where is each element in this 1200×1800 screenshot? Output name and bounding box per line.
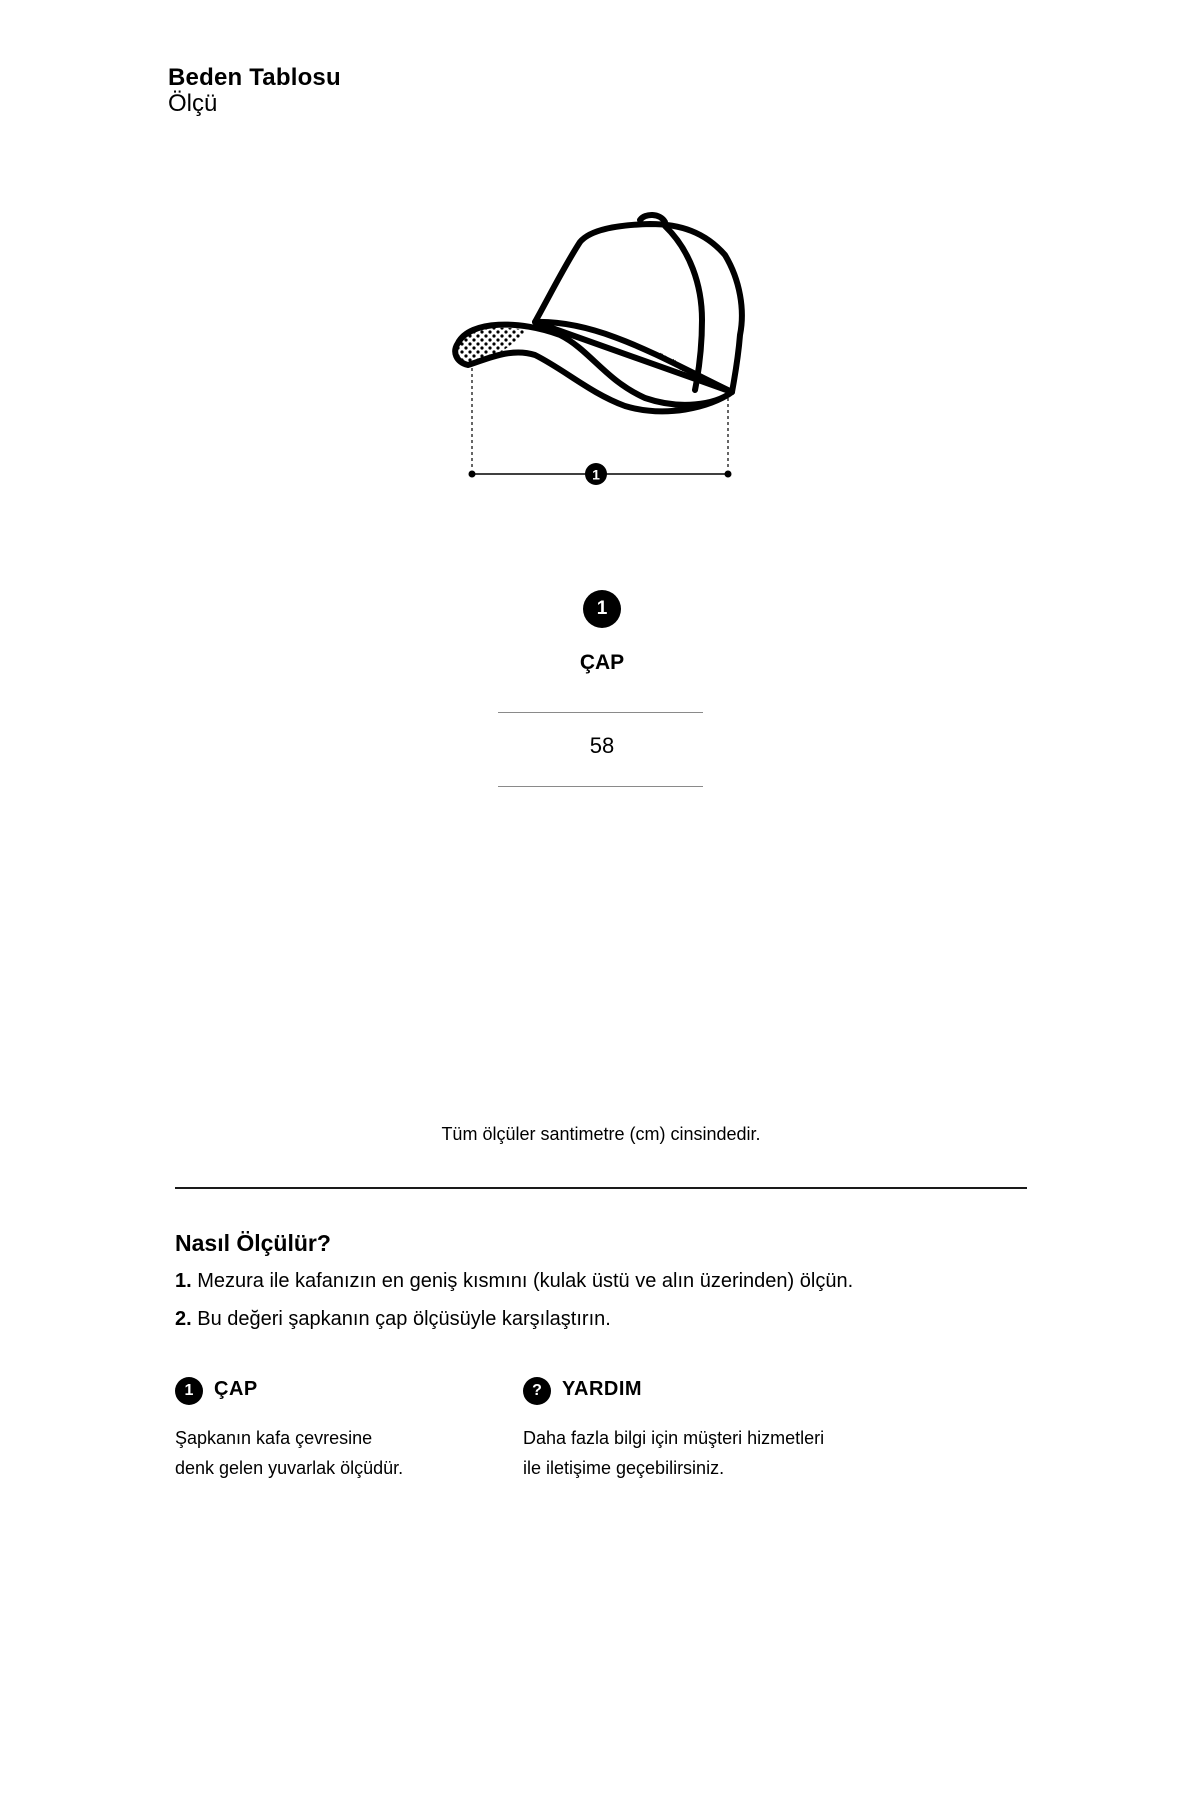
how-to-step <box>175 1268 853 1294</box>
help-icon: ? <box>523 1377 551 1405</box>
how-to-title: Nasıl Ölçülür? <box>175 1230 331 1256</box>
step-text: Mezura ile kafanızın en geniş kısmını (kulak üstü ve alın üzerinden) ölçün. <box>191 1270 854 1292</box>
step-number: 2. <box>175 1308 192 1330</box>
brand-text: nordbron <box>656 350 689 375</box>
step-number: 1. <box>175 1270 192 1292</box>
help-info-text <box>523 1423 883 1483</box>
diameter-info-line: denk gelen yuvarlak ölçüdür. <box>175 1458 404 1478</box>
diameter-marker-number: 1 <box>592 466 600 483</box>
help-info-line: ile iletişime geçebilirsiniz. <box>523 1458 725 1478</box>
how-to-step <box>175 1306 611 1332</box>
measurement-label: ÇAP <box>579 651 625 674</box>
measurement-number-badge: 1 <box>583 590 621 628</box>
table-rule-bottom <box>498 786 703 787</box>
units-note: Tüm ölçüler santimetre (cm) cinsindedir. <box>441 1124 761 1144</box>
diameter-info-line: Şapkanın kafa çevresine <box>175 1428 373 1448</box>
diameter-info-badge: 1 <box>175 1377 203 1405</box>
help-info-title: YARDIM <box>562 1378 643 1400</box>
measurement-value: 58 <box>589 733 615 758</box>
page-subtitle: Ölçü <box>168 90 218 117</box>
page-title: Beden Tablosu <box>168 64 341 91</box>
section-divider <box>175 1187 1027 1189</box>
table-rule-top <box>498 712 703 713</box>
step-text: Bu değeri şapkanın çap ölçüsüyle karşılaştırın. <box>191 1308 611 1330</box>
diameter-info-text <box>175 1423 535 1483</box>
help-info-line: Daha fazla bilgi için müşteri hizmetleri <box>523 1428 825 1448</box>
baseball-cap-icon <box>440 210 770 500</box>
diameter-info-title: ÇAP <box>214 1378 258 1400</box>
